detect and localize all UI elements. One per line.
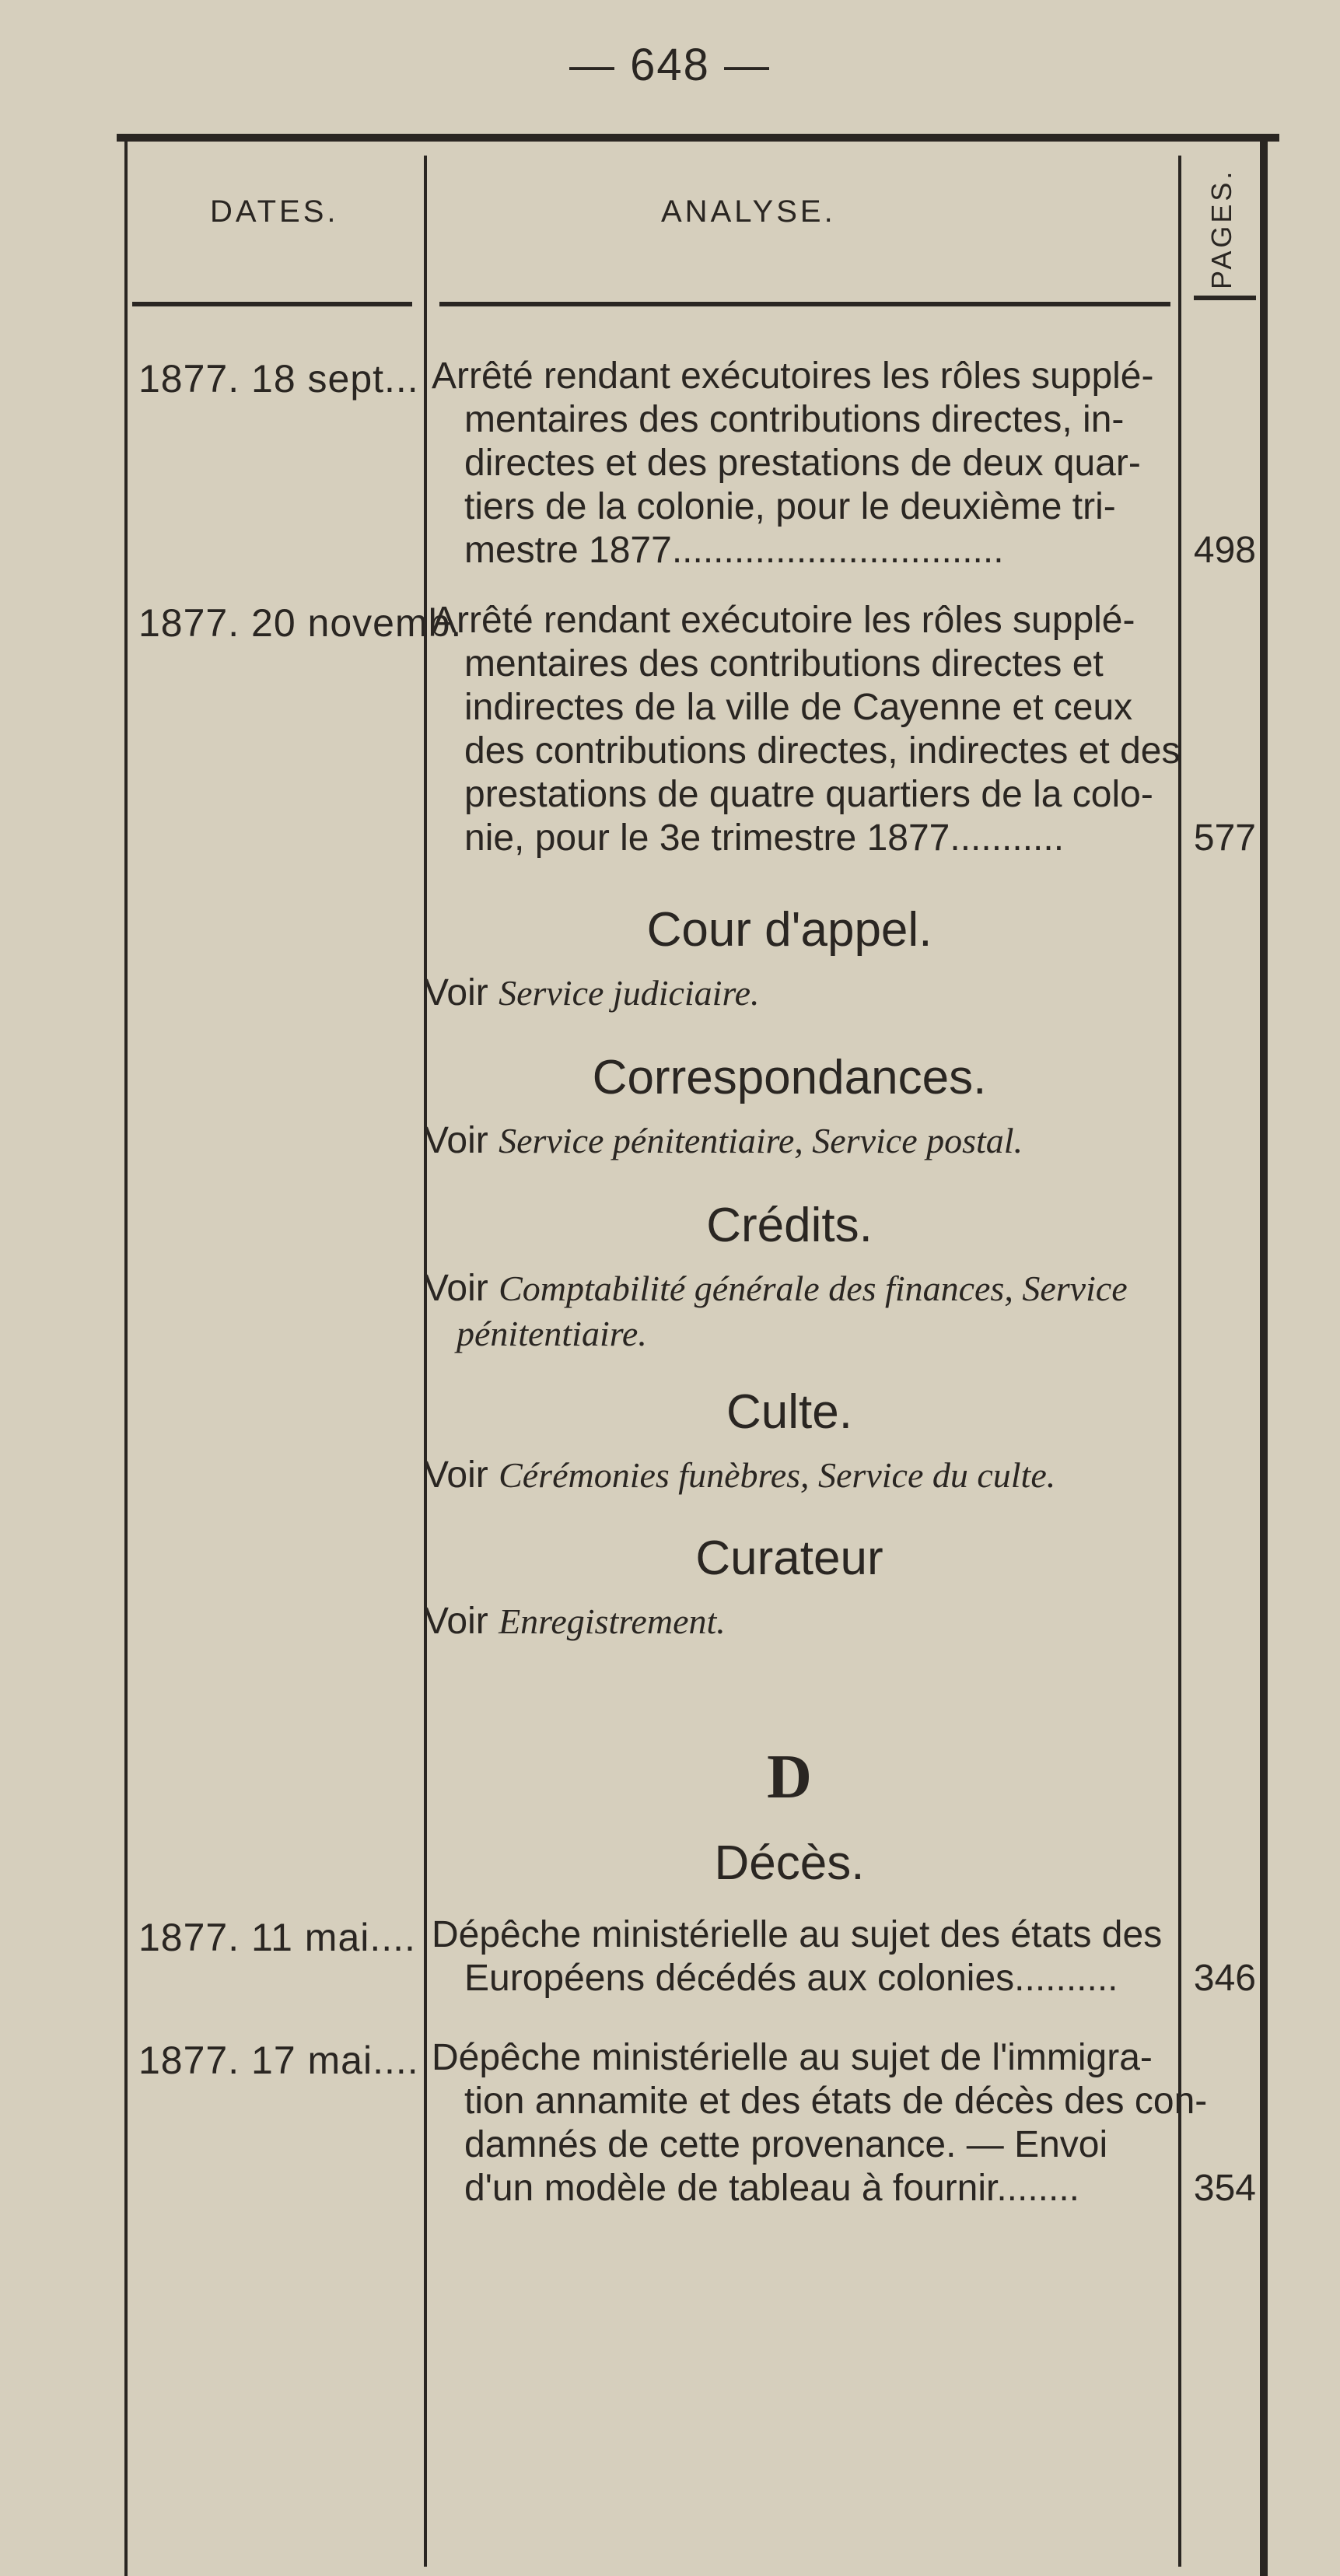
left-border [124,142,128,2576]
entry-page: 577 [1193,817,1256,859]
entry-line: directes et des prestations de deux quar- [464,443,1141,484]
see-label: Voir [424,1601,488,1642]
header-pages: PAGES. [1205,168,1237,289]
see-reference [424,1266,1128,1356]
letter-heading: D [767,1743,812,1811]
entry-line: mentaires des contributions directes, in- [464,399,1125,440]
entry-date: 1877. 18 sept... [138,357,419,401]
page-number: — 648 — [569,40,771,90]
entry-date: 1877. 11 mai.... [138,1916,416,1959]
section-title: Crédits. [706,1199,873,1252]
section-title: Cour d'appel. [646,903,932,957]
header-dates: DATES. [210,194,339,229]
entry-text [432,2036,1207,2210]
header-rule-pages [1194,296,1256,300]
see-target: Comptabilité générale des finances, Service [499,1269,1128,1308]
entry-line: Européens décédés aux colonies.......... [464,1958,1118,1999]
entry-line: prestations de quatre quartiers de la colo- [464,774,1153,815]
header-rule-dates [132,302,412,306]
see-label: Voir [424,1120,488,1161]
header-analyse: ANALYSE. [661,194,836,229]
section-title: Curateur [695,1531,883,1585]
see-reference [424,1599,726,1644]
entry-line: tiers de la colonie, pour le deuxième tri- [464,486,1116,527]
entry-page: 498 [1193,530,1256,571]
entry-line: tion annamite et des états de décès des con- [464,2081,1208,2122]
entry-line: Arrêté rendant exécutoires les rôles supplé- [432,355,1154,397]
see-label: Voir [424,1454,488,1496]
see-reference [424,1453,1055,1498]
header-rule-analyse [439,302,1170,306]
entry-text [432,355,1153,572]
see-target: Cérémonies funèbres, Service du culte. [499,1455,1056,1495]
entry-line: damnés de cette provenance. — Envoi [464,2124,1108,2165]
entry-date: 1877. 20 novemb. [138,601,463,645]
entry-line: mentaires des contributions directes et [464,643,1104,684]
see-target: Service pénitentiaire, Service postal. [499,1121,1023,1160]
section-title: Correspondances. [592,1051,987,1104]
see-target: Service judiciaire. [499,973,760,1013]
entry-line: mestre 1877................................ [464,530,1004,571]
entry-text [432,1913,1162,2000]
entry-line: Dépêche ministérielle au sujet de l'immigra- [432,2037,1153,2078]
dates-column-divider [424,156,427,2567]
see-label: Voir [424,972,488,1013]
entry-line: Dépêche ministérielle au sujet des états des [432,1914,1163,1955]
see-target-continued: pénitentiaire. [457,1314,647,1353]
see-label: Voir [424,1268,488,1309]
entry-date: 1877. 17 mai.... [138,2039,419,2082]
section-title: Décès. [714,1836,865,1890]
right-border [1260,142,1268,2576]
entry-line: d'un modèle de tableau à fournir........ [464,2168,1080,2209]
section-title: Culte. [726,1385,852,1439]
entry-line: des contributions directes, indirectes et des [464,730,1181,772]
entry-line: Arrêté rendant exécutoire les rôles supplé- [432,600,1135,641]
entry-text [432,599,1180,860]
entry-line: nie, pour le 3e trimestre 1877........... [464,817,1065,859]
see-target: Enregistrement. [499,1601,726,1641]
entry-page: 346 [1193,1958,1256,1999]
see-reference [424,1118,1023,1164]
entry-page: 354 [1193,2168,1256,2209]
top-rule [117,134,1279,142]
entry-line: indirectes de la ville de Cayenne et ceux [464,687,1133,728]
see-reference [424,971,760,1016]
